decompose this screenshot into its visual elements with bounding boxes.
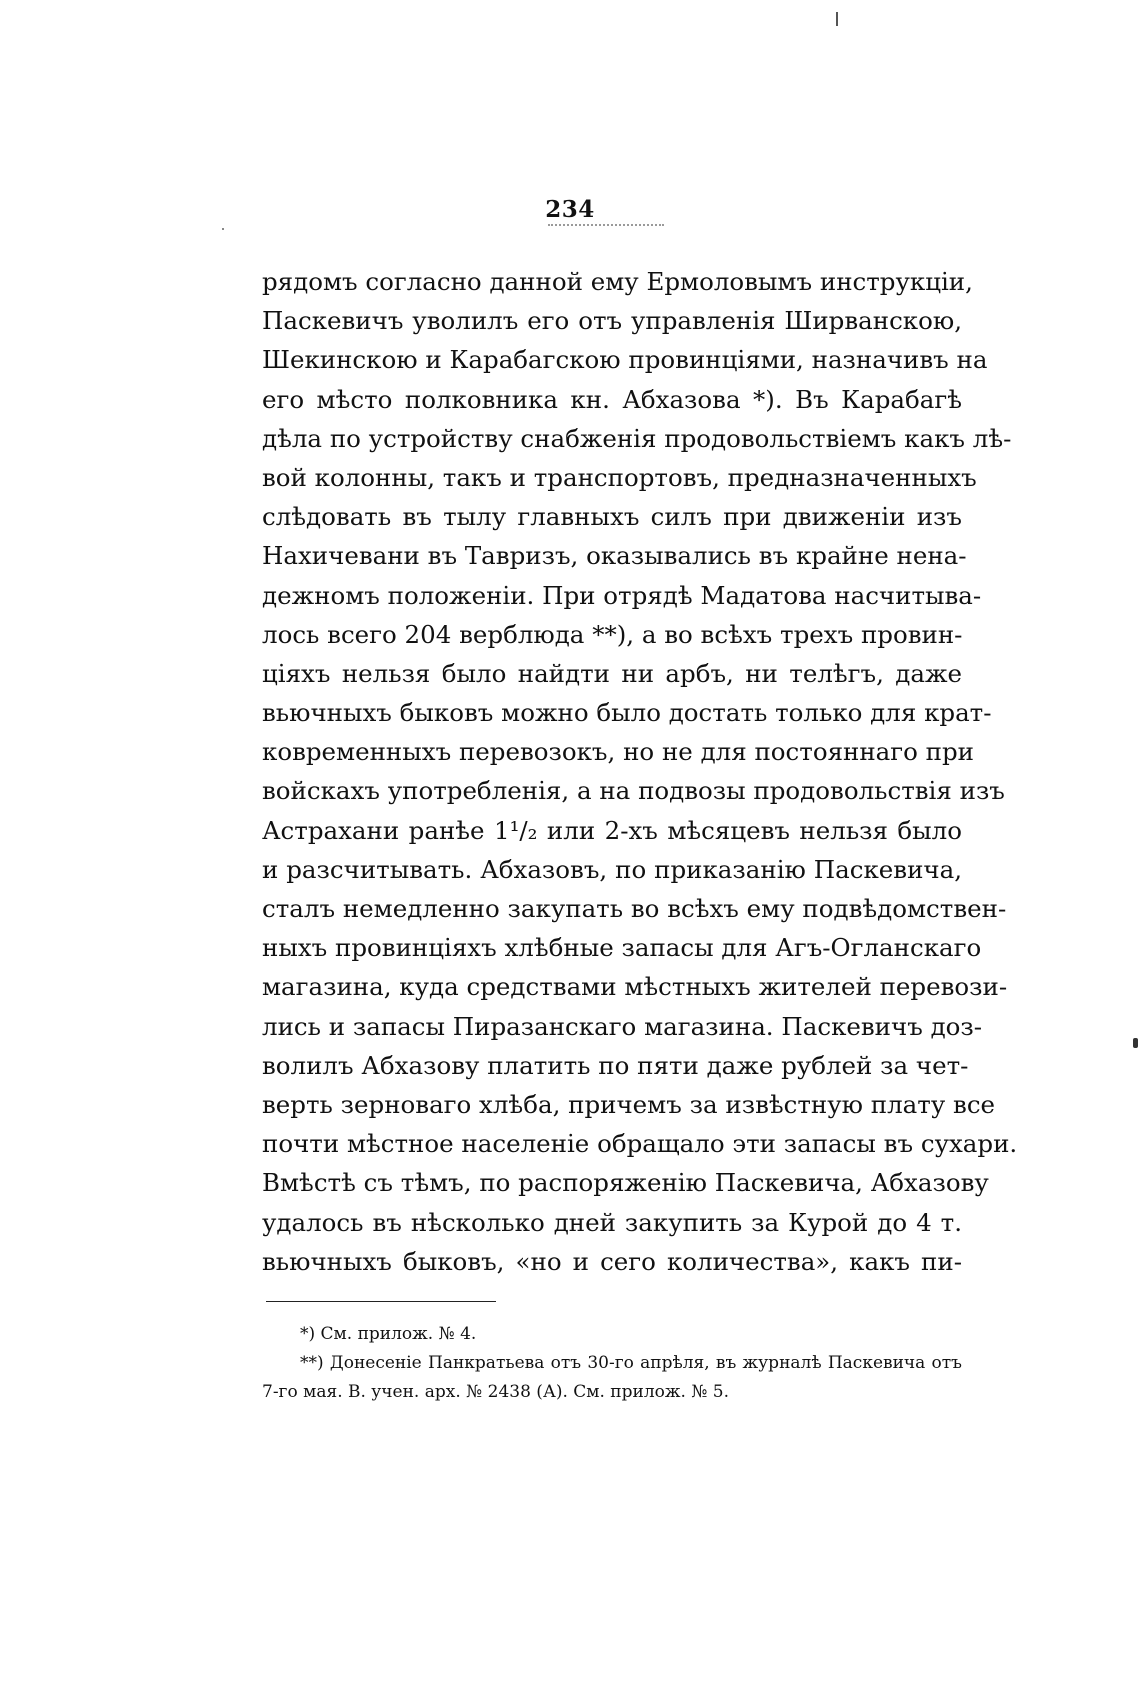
- text-line: Паскевичъ уволилъ его отъ управленія Ширванскою,: [262, 306, 962, 336]
- text-line: Шекинскою и Карабагскою провинціями, назначивъ на: [262, 345, 988, 375]
- text-line: вой колонны, такъ и транспортовъ, предназначенныхъ: [262, 462, 977, 492]
- text-line: магазина, куда средствами мѣстныхъ жителей перевози-: [262, 972, 1008, 1002]
- text-line: почти мѣстное населеніе обращало эти запасы въ сухари.: [262, 1129, 1018, 1159]
- scan-artifact-mark: [836, 12, 838, 26]
- text-line: сталъ немедленно закупать во всѣхъ ему подвѣдомствен-: [262, 894, 1007, 923]
- text-line: вьючныхъ быковъ можно было достать только для крат-: [262, 698, 992, 728]
- footnote-1: *) См. прилож. № 4.: [300, 1324, 477, 1344]
- footnote-separator: [266, 1301, 496, 1302]
- text-line: удалось въ нѣсколько дней закупить за Курой до 4 т.: [262, 1207, 962, 1237]
- text-line: ковременныхъ перевозокъ, но не для постояннаго при: [262, 737, 975, 767]
- text-line: и разсчитывать. Абхазовъ, по приказанію Паскевича,: [262, 854, 962, 884]
- text-line: дежномъ положеніи. При отрядѣ Мадатова насчитыва-: [262, 580, 982, 610]
- text-line: волилъ Абхазову платить по пяти даже рублей за чет-: [262, 1050, 969, 1080]
- text-line: его мѣсто полковника кн. Абхазова *). Въ Карабагѣ: [262, 384, 962, 414]
- text-line: лись и запасы Пиразанскаго магазина. Паскевичъ доз-: [262, 1011, 983, 1041]
- scan-artifact-dot: [222, 228, 224, 230]
- text-line: ныхъ провинціяхъ хлѣбные запасы для Агъ-Огланскаго: [262, 933, 982, 963]
- text-line: Астрахани ранѣе 1¹/₂ или 2-хъ мѣсяцевъ нельзя было: [262, 815, 962, 845]
- text-line: дѣла по устройству снабженія продовольствіемъ какъ лѣ-: [262, 423, 1012, 453]
- main-text-block: [262, 262, 1018, 1281]
- text-line: Вмѣстѣ съ тѣмъ, по распоряженію Паскевича, Абхазову: [262, 1168, 989, 1198]
- text-line: лось всего 204 верблюда **), а во всѣхъ трехъ провин-: [262, 619, 963, 649]
- page-number-ornament: [548, 224, 664, 226]
- text-line: ціяхъ нельзя было найдти ни арбъ, ни телѣгъ, даже: [262, 658, 962, 688]
- text-line: вьючныхъ быковъ, «но и сего количества», какъ пи-: [262, 1246, 962, 1276]
- scan-artifact-blot: [1133, 1038, 1138, 1048]
- footnote-2-line-2: 7-го мая. В. учен. арх. № 2438 (А). См. прилож. № 5.: [262, 1382, 730, 1402]
- text-line: слѣдовать въ тылу главныхъ силъ при движеніи изъ: [262, 502, 962, 532]
- page-number: 234: [545, 196, 595, 223]
- text-line: войскахъ употребленія, а на подвозы продовольствія изъ: [262, 776, 1005, 806]
- text-line: Нахичевани въ Тавризъ, оказывались въ крайне нена-: [262, 541, 967, 571]
- text-line: рядомъ согласно данной ему Ермоловымъ инструкціи,: [262, 267, 973, 296]
- footnote-2-line-1: **) Донесеніе Панкратьева отъ 30-го апрѣля, въ журналѣ Паскевича отъ: [300, 1353, 962, 1373]
- footnotes-block: [262, 1320, 962, 1407]
- text-line: верть зерноваго хлѣба, причемъ за извѣстную плату все: [262, 1089, 996, 1119]
